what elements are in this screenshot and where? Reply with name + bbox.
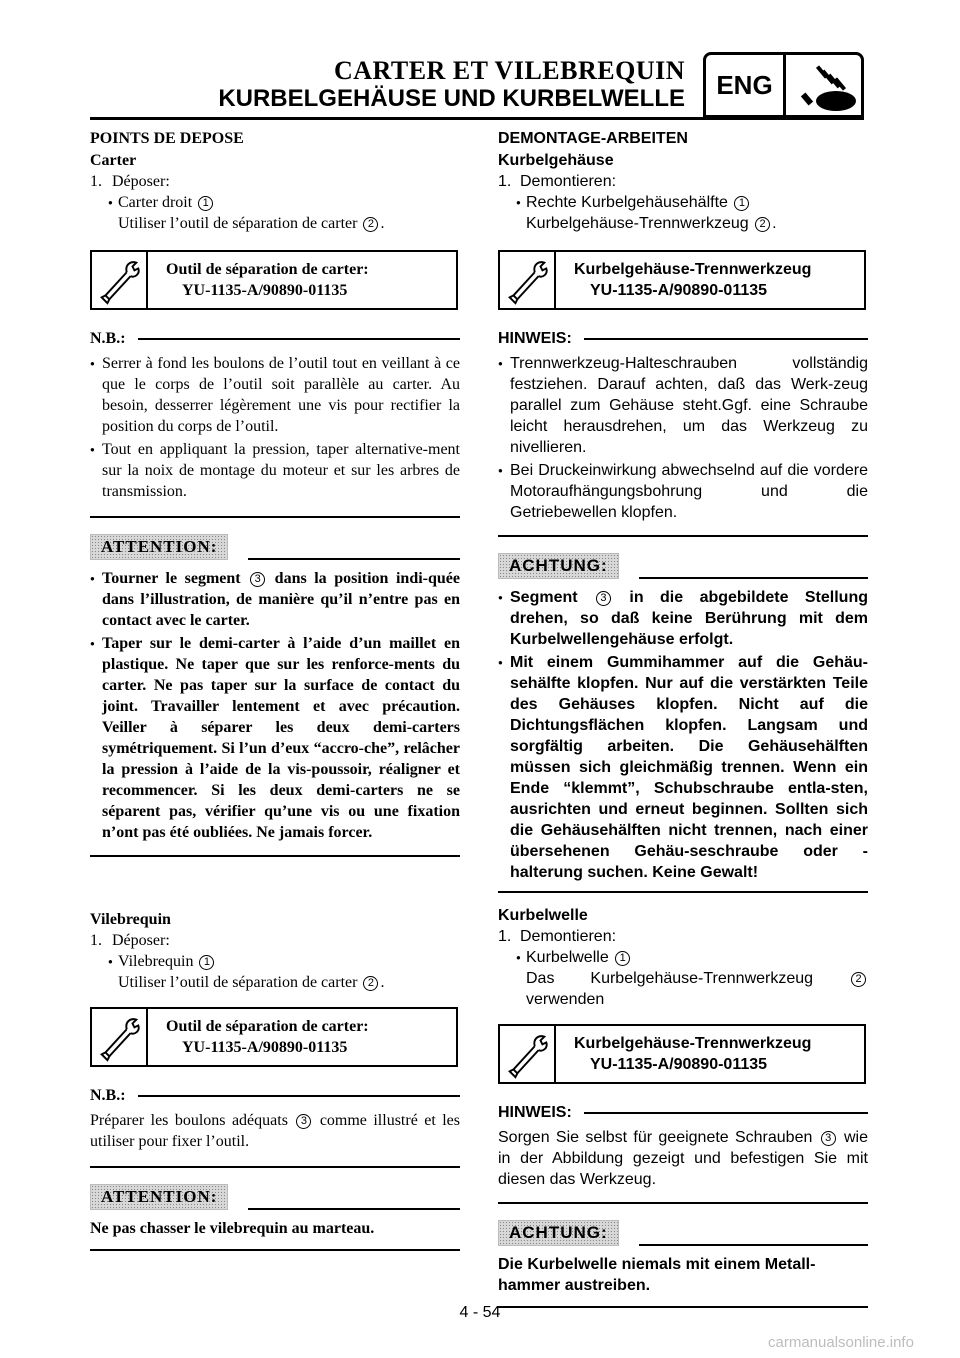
fr-carter-caution-2: ● Taper sur le demi-carter à l’aide d’un maillet en plastique. Ne taper que sur les renforce-ments du carter. Ne pas taper sur la surface de contact du joint. Travailler lentement et avec précaution. Veiller à séparer les deux demi-carters symétriquement. Si l’un d’eux “accro-che”, relâcher la pression à l’aide de la vis-poussoir, réaligner et recommencer. Si les deux demi-carters ne se séparent pas, vérifier qu’une vis ou une fixation n’ont pas été oubliées. Ne jamais forcer.: [90, 633, 460, 843]
fr-carter-note-1: ● Serrer à fond les boulons de l’outil tout en veillant à ce que le corps de l’outil soit parallèle au carter. Au besoin, desserrer légèrement une vis pour rectifier la position du corps de l’outil.: [90, 353, 460, 437]
de-kurbelwelle-note: Sorgen Sie selbst für geeignete Schrauben 3 wie in der Abbildung gezeigt und befestigen Sie mit diesen das Werkzeug.: [498, 1129, 868, 1188]
tool-icon: [500, 252, 556, 308]
badge-label: ENG: [706, 55, 786, 115]
de-kurbelwelle-toolbox: [498, 1024, 866, 1084]
de-kurbelwelle-note-head: HINWEIS:: [498, 1102, 868, 1123]
de-kurbelgehaeuse-note-head: HINWEIS:: [498, 328, 868, 349]
fr-vilebrequin-bullet: ● Vilebrequin 1: [90, 951, 460, 972]
fr-carter-note-head: N.B.:: [90, 328, 460, 349]
de-kurbelgehaeuse-bullet: ● Rechte Kurbelgehäusehälfte 1: [498, 192, 868, 213]
tool-icon: [92, 1009, 148, 1065]
fr-section-title: POINTS DE DEPOSE: [90, 130, 244, 147]
tool-number: YU-1135-A/90890-01135: [590, 1056, 768, 1073]
fr-carter-caution-1: ● Tourner le segment 3 dans la position indi-quée dans l’illustration, de manière qu’il n’entre pas en contact avec le carter.: [90, 568, 460, 631]
de-kurbelgehaeuse-step: 1. Demontieren:: [498, 173, 617, 190]
fr-carter-caution-head: ATTENTION:: [90, 534, 460, 560]
de-kurbelgehaeuse-sub: Kurbelgehäuse-Trennwerkzeug 2 .: [526, 215, 777, 232]
de-kurbelgehaeuse-caution-head: ACHTUNG:: [498, 553, 868, 579]
fr-vilebrequin-note-head: N.B.:: [90, 1085, 460, 1106]
german-column: [498, 128, 868, 1318]
title-german: KURBELGEHÄUSE UND KURBELWELLE: [218, 85, 685, 112]
ref-1: 1: [198, 196, 213, 211]
tool-name: Kurbelgehäuse-Trennwerkzeug: [574, 1035, 812, 1052]
de-kurbelwelle-step: 1. Demontieren:: [498, 928, 617, 945]
title-french: CARTER ET VILEBREQUIN: [333, 56, 685, 85]
fr-carter-bullet: ● Carter droit 1: [90, 192, 460, 213]
fr-carter-heading: Carter: [90, 152, 137, 169]
tool-number: YU-1135-A/90890-01135: [182, 282, 348, 299]
de-kurbelwelle-bullet: ● Kurbelwelle 1: [498, 947, 868, 968]
fr-carter-note-2: ● Tout en appliquant la pression, taper alternative-ment sur la noix de montage du moteur et sur les arbres de transmission.: [90, 439, 460, 502]
de-kurbelgehaeuse-toolbox: [498, 250, 866, 310]
tool-name: Kurbelgehäuse-Trennwerkzeug: [574, 261, 812, 278]
section-badge: [703, 52, 864, 118]
de-kurbelwelle-heading: Kurbelwelle: [498, 907, 588, 924]
fr-carter-sub: Utiliser l’outil de séparation de carter 2 .: [118, 215, 385, 232]
fr-vilebrequin-toolbox: [90, 1007, 458, 1067]
fr-vilebrequin-caution-head: ATTENTION:: [90, 1184, 460, 1210]
fr-vilebrequin-note: Préparer les boulons adéquats 3 comme illustré et les utiliser pour fixer l’outil.: [90, 1112, 460, 1150]
engine-icon: [790, 59, 860, 115]
de-kurbelgehaeuse-note-2: ● Bei Druckeinwirkung abwechselnd auf die vordere Motoraufhängungsbohrung und die Getriebewellen klopfen.: [498, 460, 868, 523]
tool-icon: [92, 252, 148, 308]
tool-number: YU-1135-A/90890-01135: [182, 1039, 348, 1056]
tool-name: Outil de séparation de carter:: [166, 261, 369, 278]
de-kurbelwelle-caution: Die Kurbelwelle niemals mit einem Metall-hammer austreiben.: [498, 1256, 816, 1294]
watermark: carmanualsonline.info: [768, 1334, 914, 1351]
de-kurbelgehaeuse-heading: Kurbelgehäuse: [498, 152, 614, 169]
de-kurbelgehaeuse-caution-1: ● Segment 3 in die abgebildete Stellung drehen, so daß keine Berührung mit dem Kurbelwellengehäuse erfolgt.: [498, 587, 868, 650]
ref-2: 2: [363, 217, 378, 232]
fr-vilebrequin-caution: Ne pas chasser le vilebrequin au marteau.: [90, 1220, 375, 1237]
de-section-title: DEMONTAGE-ARBEITEN: [498, 130, 688, 147]
de-kurbelwelle-sub: Das Kurbelgehäuse-Trennwerkzeug 2 verwenden: [498, 968, 868, 1010]
fr-carter-step: 1. Déposer:: [90, 173, 170, 190]
tool-number: YU-1135-A/90890-01135: [590, 282, 768, 299]
page-number: 4 - 54: [459, 1304, 501, 1321]
tool-name: Outil de séparation de carter:: [166, 1018, 369, 1035]
fr-vilebrequin-step: 1. Déposer:: [90, 932, 170, 949]
de-kurbelgehaeuse-note-1: ● Trennwerkzeug-Halteschrauben vollständig festziehen. Darauf achten, daß das Werk-zeug parallel zum Gehäuse steht.Ggf. eine Schraube leicht herausdrehen, um das Werkzeug zu nivellieren.: [498, 353, 868, 458]
fr-vilebrequin-sub: Utiliser l’outil de séparation de carter 2 .: [118, 974, 385, 991]
de-kurbelgehaeuse-caution-2: ● Mit einem Gummihammer auf die Gehäu-sehälfte klopfen. Nur auf die verstärkten Teile des Gehäuses klopfen. Nicht auf die Dichtungsflächen klopfen. Langsam und sorgfältig arbeiten. Die Gehäusehälften müssen sich gleichmäßig trennen. Wenn ein Ende “klemmt”, Schubschraube entla-sten, ausrichten und erneut beginnen. Sollten sich die Gehäusehälften nicht trennen, nach einer übersehenen Gehäu-seschraube oder -halterung suchen. Keine Gewalt!: [498, 652, 868, 883]
fr-vilebrequin-heading: Vilebrequin: [90, 911, 171, 928]
french-column: [90, 128, 460, 1261]
tool-icon: [500, 1026, 556, 1082]
de-kurbelwelle-caution-head: ACHTUNG:: [498, 1220, 868, 1246]
fr-carter-toolbox: [90, 250, 458, 310]
